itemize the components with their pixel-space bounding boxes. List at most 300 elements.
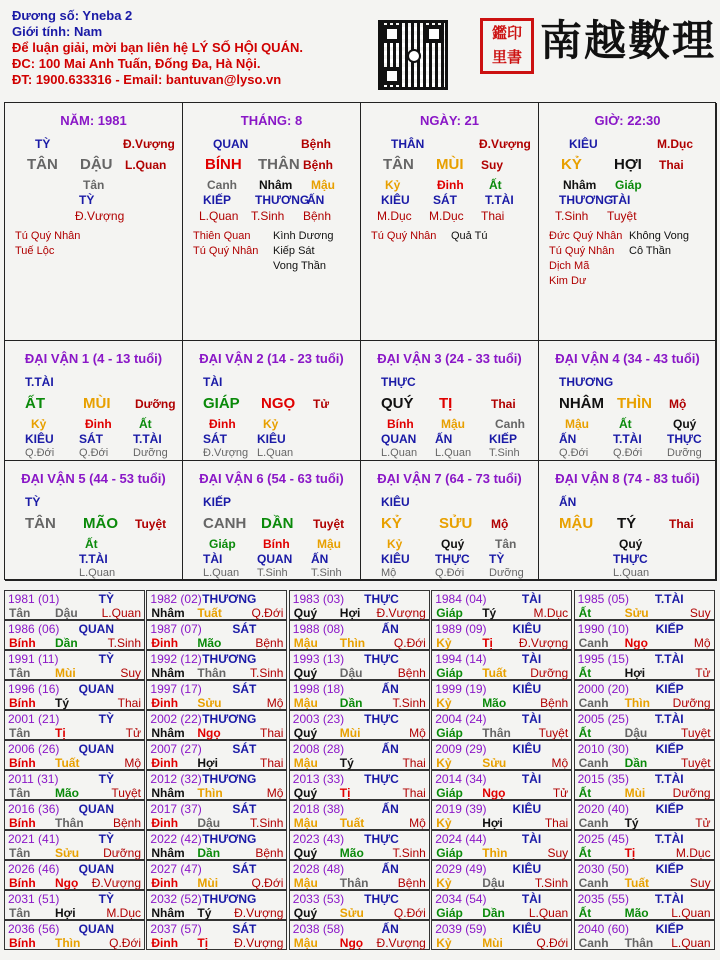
- year-branch: Thìn: [197, 786, 223, 800]
- dai-van-hidden-stem: Bính: [387, 417, 414, 431]
- year-cell[interactable]: [146, 710, 287, 740]
- year-cell[interactable]: [4, 920, 145, 950]
- year-cell[interactable]: [289, 680, 430, 710]
- year-stem: Quý: [293, 906, 318, 920]
- year-stem: Mậu: [293, 876, 318, 890]
- year-star: TỲ: [98, 712, 114, 726]
- shen-sha-right: Kiếp Sát: [273, 245, 315, 257]
- dai-van-branch: MÙI: [83, 395, 111, 412]
- year-label: 2002 (22): [150, 712, 202, 726]
- dai-van-title: ĐẠI VẬN 7 (64 - 73 tuổi): [377, 471, 522, 486]
- year-cell[interactable]: [289, 740, 430, 770]
- year-label: 2007 (27): [150, 742, 202, 756]
- hidden-stem: Mậu: [311, 178, 335, 192]
- year-stem: Canh: [578, 756, 609, 770]
- year-state: M.Dục: [106, 906, 141, 920]
- year-state: Q.Đới: [251, 876, 284, 890]
- year-branch: Sửu: [55, 846, 80, 860]
- dai-van-hidden-stem: Ất: [85, 537, 98, 551]
- dai-van-hidden-star: KIẾP: [489, 432, 518, 446]
- year-cell[interactable]: [574, 710, 715, 740]
- hidden-state: Tuyệt: [607, 209, 637, 223]
- year-state: Q.Đới: [393, 906, 426, 920]
- year-cell[interactable]: [431, 680, 572, 710]
- dai-van-hidden-stem: Quý: [441, 537, 465, 551]
- shen-sha-left: Tú Quý Nhân: [193, 245, 259, 257]
- year-state: Mộ: [409, 726, 426, 740]
- year-branch: Tý: [624, 816, 639, 830]
- year-cell[interactable]: [431, 800, 572, 830]
- year-branch: Tị: [55, 726, 66, 740]
- year-cell[interactable]: [574, 740, 715, 770]
- hidden-stem: Nhâm: [259, 178, 293, 192]
- year-label: 2018 (38): [292, 802, 345, 816]
- year-cell[interactable]: [289, 770, 430, 800]
- dai-van-hidden-state: L.Quan: [381, 447, 418, 459]
- year-branch: Tuất: [55, 756, 80, 770]
- year-state: M.Dục: [675, 846, 711, 860]
- hidden-star: SÁT: [433, 193, 457, 207]
- year-branch: Tị: [482, 636, 493, 650]
- dai-van-cell[interactable]: [361, 461, 539, 581]
- pillar-title: NGÀY: 21: [420, 113, 479, 128]
- year-state: Đ.Vượng: [376, 936, 426, 950]
- year-cell[interactable]: [574, 650, 715, 680]
- main-star-label: QUAN: [213, 137, 249, 151]
- pillar-cell[interactable]: [5, 103, 183, 341]
- hidden-star: KIÊU: [381, 193, 410, 207]
- year-state: Q.Đới: [109, 936, 141, 950]
- hidden-state: M.Dục: [429, 209, 464, 223]
- dai-van-state: Tử: [313, 397, 330, 411]
- dai-van-stem: ẤT: [25, 395, 45, 412]
- year-branch: Mùi: [339, 726, 361, 740]
- year-branch: Tý: [55, 696, 70, 710]
- year-branch: Ngọ: [624, 636, 648, 650]
- year-state: Bệnh: [255, 846, 284, 860]
- year-cell[interactable]: [431, 590, 572, 620]
- year-stem: Canh: [578, 936, 609, 950]
- year-cell[interactable]: [4, 860, 145, 890]
- year-cell[interactable]: [574, 860, 715, 890]
- year-branch: Thân: [624, 936, 654, 950]
- hidden-stem: Nhâm: [563, 178, 597, 192]
- pillar-title: NĂM: 1981: [60, 113, 127, 128]
- year-cell[interactable]: [4, 890, 145, 920]
- dai-van-hidden-state: L.Quan: [203, 567, 240, 579]
- dai-van-hidden-stem: Ất: [139, 417, 152, 431]
- year-stem: Nhâm: [151, 726, 185, 740]
- year-cell[interactable]: [146, 740, 287, 770]
- year-cell[interactable]: [4, 590, 145, 620]
- year-stem: Bính: [9, 696, 36, 710]
- year-state: Q.Đới: [536, 936, 569, 950]
- year-star: QUAN: [78, 922, 114, 936]
- year-cell[interactable]: [289, 710, 430, 740]
- dai-van-hidden-star: TỲ: [489, 552, 505, 566]
- dai-van-hidden-state: Dưỡng: [489, 567, 524, 579]
- year-label: 2020 (40): [577, 802, 629, 816]
- dai-van-stem: TÂN: [25, 515, 56, 532]
- year-label: 2029 (49): [435, 862, 487, 876]
- year-cell[interactable]: [431, 890, 572, 920]
- dai-van-branch: TÝ: [617, 515, 637, 532]
- year-cell[interactable]: [431, 620, 572, 650]
- year-state: Suy: [120, 666, 141, 680]
- dai-van-hidden-stem: Tân: [495, 537, 517, 551]
- year-cell[interactable]: [4, 650, 145, 680]
- dai-van-state: Thai: [491, 397, 516, 411]
- year-stem: Đinh: [151, 876, 179, 890]
- year-cell[interactable]: [574, 830, 715, 860]
- year-cell[interactable]: [431, 830, 572, 860]
- year-stem: Giáp: [436, 606, 463, 620]
- year-state: Bệnh: [397, 666, 426, 680]
- year-state: Mộ: [409, 816, 426, 830]
- year-cell[interactable]: [146, 920, 287, 950]
- main-state-label: Đ.Vượng: [479, 137, 531, 151]
- year-state: Mộ: [266, 696, 284, 710]
- year-star: KIÊU: [512, 682, 542, 696]
- hidden-stem: Canh: [207, 178, 237, 192]
- year-state: Q.Đới: [393, 636, 426, 650]
- year-label: 2003 (23): [292, 712, 345, 726]
- year-cell[interactable]: [146, 800, 287, 830]
- dai-van-hidden-state: Q.Đới: [435, 567, 465, 579]
- dai-van-title: ĐẠI VẬN 2 (14 - 23 tuổi): [199, 351, 344, 366]
- year-stem: Giáp: [436, 906, 463, 920]
- dai-van-stem: KỶ: [381, 515, 402, 532]
- year-stem: Ất: [578, 606, 592, 620]
- year-state: T.Sinh: [250, 666, 284, 680]
- dai-van-hidden-star: KIÊU: [257, 432, 286, 446]
- year-label: 2000 (20): [577, 682, 629, 696]
- year-state: Dưỡng: [103, 846, 141, 860]
- year-branch: Dậu: [624, 726, 648, 740]
- year-state: Tuyệt: [681, 756, 711, 770]
- dai-van-branch: MÃO: [83, 515, 118, 532]
- yearly-luck-table: [4, 590, 716, 950]
- year-cell[interactable]: [574, 590, 715, 620]
- year-branch: Tuất: [482, 666, 507, 680]
- heavenly-stem: KỶ: [561, 156, 582, 173]
- year-state: Đ.Vượng: [234, 936, 284, 950]
- year-cell[interactable]: [4, 740, 145, 770]
- year-cell[interactable]: [289, 620, 430, 650]
- year-stem: Quý: [293, 606, 318, 620]
- year-star: TÀI: [521, 652, 542, 666]
- main-star-label: TỲ: [35, 137, 51, 151]
- year-cell[interactable]: [146, 620, 287, 650]
- dai-van-hidden-star: KIÊU: [381, 552, 410, 566]
- year-star: QUAN: [78, 742, 114, 756]
- year-label: 2004 (24): [435, 712, 487, 726]
- year-stem: Đinh: [151, 696, 179, 710]
- year-branch: Thìn: [624, 696, 650, 710]
- year-stem: Tân: [9, 666, 31, 680]
- year-star: THỰC: [364, 772, 399, 786]
- year-branch: Ngọ: [482, 786, 506, 800]
- year-cell[interactable]: [4, 710, 145, 740]
- dai-van-stem: GIÁP: [203, 395, 240, 412]
- year-stem: Kỷ: [436, 816, 452, 830]
- dai-van-cell[interactable]: [183, 461, 361, 581]
- shen-sha-left: Tuế Lộc: [15, 245, 55, 257]
- year-star: ẤN: [381, 862, 399, 876]
- shen-sha-left: Dịch Mã: [549, 260, 590, 272]
- year-label: 1982 (02): [150, 592, 202, 606]
- year-star: THƯƠNG: [202, 712, 257, 726]
- year-label: 1989 (09): [435, 622, 487, 636]
- contact-line: Để luận giải, mời bạn liên hệ LÝ SỐ HỘI QUÁN.: [12, 40, 303, 55]
- dai-van-hidden-state: T.Sinh: [257, 567, 288, 579]
- year-label: 2040 (60): [577, 922, 629, 936]
- hidden-stem: Ất: [489, 178, 502, 192]
- year-branch: Dần: [624, 756, 648, 770]
- year-branch: Dậu: [482, 876, 505, 890]
- year-state: Bệnh: [255, 636, 284, 650]
- year-cell[interactable]: [289, 830, 430, 860]
- year-label: 2032 (52): [150, 892, 202, 906]
- year-cell[interactable]: [4, 800, 145, 830]
- year-state: Tuyệt: [538, 726, 569, 740]
- phone-email-line[interactable]: ĐT: 1900.633316 - Email: bantuvan@lyso.vn: [12, 72, 282, 87]
- year-cell[interactable]: [289, 800, 430, 830]
- year-stem: Ất: [578, 666, 592, 680]
- dai-van-branch: DẦN: [261, 515, 294, 532]
- year-star: ẤN: [381, 802, 399, 816]
- year-stem: Nhâm: [151, 906, 185, 920]
- year-cell[interactable]: [431, 650, 572, 680]
- branch-state-label: Thai: [659, 158, 684, 172]
- year-cell[interactable]: [574, 620, 715, 650]
- year-stem: Nhâm: [151, 786, 185, 800]
- dai-van-hidden-star: QUAN: [257, 552, 293, 566]
- year-label: 2036 (56): [8, 922, 60, 936]
- year-cell[interactable]: [146, 830, 287, 860]
- year-branch: Hợi: [624, 666, 646, 680]
- hidden-state: L.Quan: [199, 209, 239, 223]
- year-cell[interactable]: [289, 890, 430, 920]
- dai-van-branch: SỬU: [439, 515, 473, 532]
- dai-van-star: THƯƠNG: [559, 375, 614, 389]
- dai-van-hidden-stem: Kỷ: [31, 417, 47, 431]
- year-cell[interactable]: [574, 680, 715, 710]
- year-cell[interactable]: [431, 920, 572, 950]
- year-state: Thai: [117, 696, 141, 710]
- year-branch: Thìn: [55, 936, 81, 950]
- year-star: SÁT: [232, 802, 257, 816]
- dai-van-cell[interactable]: [183, 341, 361, 461]
- year-branch: Mão: [624, 906, 649, 920]
- year-stem: Đinh: [151, 816, 179, 830]
- year-cell[interactable]: [574, 890, 715, 920]
- shen-sha-right: Kình Dương: [273, 230, 334, 242]
- year-star: KIẾP: [655, 682, 684, 696]
- hidden-star: KIẾP: [203, 193, 232, 207]
- shen-sha-left: Kim Dư: [549, 275, 587, 287]
- dai-van-cell[interactable]: [539, 341, 717, 461]
- dai-van-hidden-stem: Mậu: [317, 537, 341, 551]
- year-cell[interactable]: [431, 740, 572, 770]
- dai-van-hidden-star: THỰC: [613, 552, 648, 566]
- year-cell[interactable]: [574, 770, 715, 800]
- year-stem: Kỷ: [436, 876, 452, 890]
- dai-van-star: THỰC: [381, 375, 416, 389]
- year-star: TỲ: [98, 892, 114, 906]
- dai-van-cell[interactable]: [5, 341, 183, 461]
- year-label: 1999 (19): [435, 682, 487, 696]
- pillar-cell[interactable]: [183, 103, 361, 341]
- year-stem: Quý: [293, 786, 318, 800]
- year-branch: Sửu: [197, 696, 222, 710]
- year-label: 1994 (14): [435, 652, 487, 666]
- year-star: QUAN: [78, 682, 114, 696]
- dai-van-hidden-star: TÀI: [203, 552, 223, 566]
- year-stem: Đinh: [151, 936, 179, 950]
- year-cell[interactable]: [146, 590, 287, 620]
- year-cell[interactable]: [431, 860, 572, 890]
- hidden-stem: Giáp: [615, 178, 642, 192]
- year-state: Tuyệt: [111, 786, 141, 800]
- shen-sha-left: Tú Quý Nhân: [549, 245, 615, 257]
- year-cell[interactable]: [431, 710, 572, 740]
- year-label: 2022 (42): [150, 832, 202, 846]
- year-star: KIÊU: [512, 622, 542, 636]
- dai-van-branch: TỊ: [439, 395, 453, 412]
- year-cell[interactable]: [146, 650, 287, 680]
- year-stem: Kỷ: [436, 636, 452, 650]
- year-cell[interactable]: [146, 860, 287, 890]
- dai-van-state: Tuyệt: [313, 517, 345, 531]
- year-stem: Bính: [9, 756, 36, 770]
- dai-van-cell[interactable]: [539, 461, 717, 581]
- year-branch: Thìn: [482, 846, 508, 860]
- year-label: 2005 (25): [577, 712, 629, 726]
- hidden-star: THƯƠNG: [559, 193, 614, 207]
- year-label: 2015 (35): [577, 772, 629, 786]
- year-cell[interactable]: [146, 680, 287, 710]
- year-cell[interactable]: [574, 800, 715, 830]
- year-state: Bệnh: [540, 696, 569, 710]
- year-state: Q.Đới: [251, 606, 284, 620]
- year-label: 1988 (08): [292, 622, 345, 636]
- dai-van-state: Mộ: [491, 517, 509, 531]
- year-star: KIẾP: [655, 862, 684, 876]
- dai-van-hidden-state: Q.Đới: [79, 447, 109, 459]
- year-star: TỲ: [98, 592, 114, 606]
- hidden-stem: Kỷ: [385, 178, 401, 192]
- dai-van-cell[interactable]: [5, 461, 183, 581]
- hidden-star: T.TÀI: [485, 193, 514, 207]
- year-stem: Nhâm: [151, 846, 185, 860]
- dai-van-hidden-star: SÁT: [203, 432, 227, 446]
- year-cell[interactable]: [574, 920, 715, 950]
- year-cell[interactable]: [4, 680, 145, 710]
- heavenly-stem: BÍNH: [205, 156, 242, 173]
- earthly-branch: HỢI: [614, 156, 642, 173]
- shen-sha-left: Tú Quý Nhân: [15, 230, 81, 242]
- year-cell[interactable]: [146, 890, 287, 920]
- year-branch: Tuất: [197, 606, 222, 620]
- year-state: T.Sinh: [392, 696, 426, 710]
- year-branch: Hợi: [482, 816, 503, 830]
- year-star: T.TÀI: [654, 592, 684, 606]
- year-cell[interactable]: [289, 860, 430, 890]
- pillar-cell[interactable]: [539, 103, 717, 341]
- year-branch: Thân: [55, 816, 84, 830]
- year-state: Thai: [402, 756, 426, 770]
- hidden-stem: Tân: [83, 178, 105, 192]
- main-star-label: KIÊU: [569, 137, 598, 151]
- year-state: Tử: [695, 816, 711, 830]
- qr-code-icon[interactable]: [378, 20, 448, 90]
- dai-van-stem: CANH: [203, 515, 247, 532]
- year-label: 2026 (46): [8, 862, 60, 876]
- year-branch: Tuất: [624, 876, 650, 890]
- dai-van-hidden-star: T.TÀI: [79, 552, 108, 566]
- dai-van-hidden-state: Q.Đới: [613, 447, 643, 459]
- year-cell[interactable]: [431, 770, 572, 800]
- dai-van-cell[interactable]: [361, 341, 539, 461]
- dai-van-hidden-state: Đ.Vượng: [203, 447, 249, 459]
- earthly-branch: THÂN: [258, 156, 300, 173]
- year-label: 1985 (05): [577, 592, 629, 606]
- hidden-state: T.Sinh: [251, 209, 285, 223]
- dai-van-hidden-star: ẤN: [559, 432, 577, 446]
- year-cell[interactable]: [289, 590, 430, 620]
- year-state: L.Quan: [101, 606, 141, 620]
- year-state: Tuyệt: [681, 726, 711, 740]
- year-branch: Dậu: [339, 666, 363, 680]
- year-cell[interactable]: [4, 830, 145, 860]
- dai-van-hidden-state: T.Sinh: [311, 567, 342, 579]
- dai-van-title: ĐẠI VẬN 1 (4 - 13 tuổi): [24, 351, 163, 366]
- year-label: 2011 (31): [8, 772, 59, 786]
- year-label: 2012 (32): [150, 772, 202, 786]
- year-star: ẤN: [381, 742, 399, 756]
- pillar-title: GIỜ: 22:30: [594, 113, 661, 128]
- year-branch: Dậu: [197, 816, 221, 830]
- dai-van-hidden-state: T.Sinh: [489, 447, 520, 459]
- year-branch: Mùi: [197, 876, 219, 890]
- year-cell[interactable]: [289, 650, 430, 680]
- pillar-cell[interactable]: [361, 103, 539, 341]
- year-state: Thai: [402, 786, 426, 800]
- header-info: [12, 8, 303, 88]
- year-cell[interactable]: [4, 620, 145, 650]
- year-state: Suy: [547, 846, 569, 860]
- year-branch: Sửu: [624, 606, 649, 620]
- year-star: TÀI: [521, 712, 542, 726]
- heavenly-stem: TÂN: [27, 156, 58, 173]
- year-label: 1990 (10): [577, 622, 629, 636]
- year-star: ẤN: [381, 622, 399, 636]
- year-stem: Quý: [293, 666, 318, 680]
- year-star: KIÊU: [512, 802, 542, 816]
- year-cell[interactable]: [146, 770, 287, 800]
- year-star: THỰC: [364, 892, 399, 906]
- year-state: Mộ: [551, 756, 569, 770]
- year-stem: Tân: [9, 606, 31, 620]
- year-state: T.Sinh: [107, 636, 141, 650]
- year-label: 2019 (39): [435, 802, 487, 816]
- hidden-star: TÀI: [611, 193, 631, 207]
- year-cell[interactable]: [289, 920, 430, 950]
- year-cell[interactable]: [4, 770, 145, 800]
- year-branch: Thân: [197, 666, 227, 680]
- dai-van-stem: NHÂM: [559, 395, 604, 412]
